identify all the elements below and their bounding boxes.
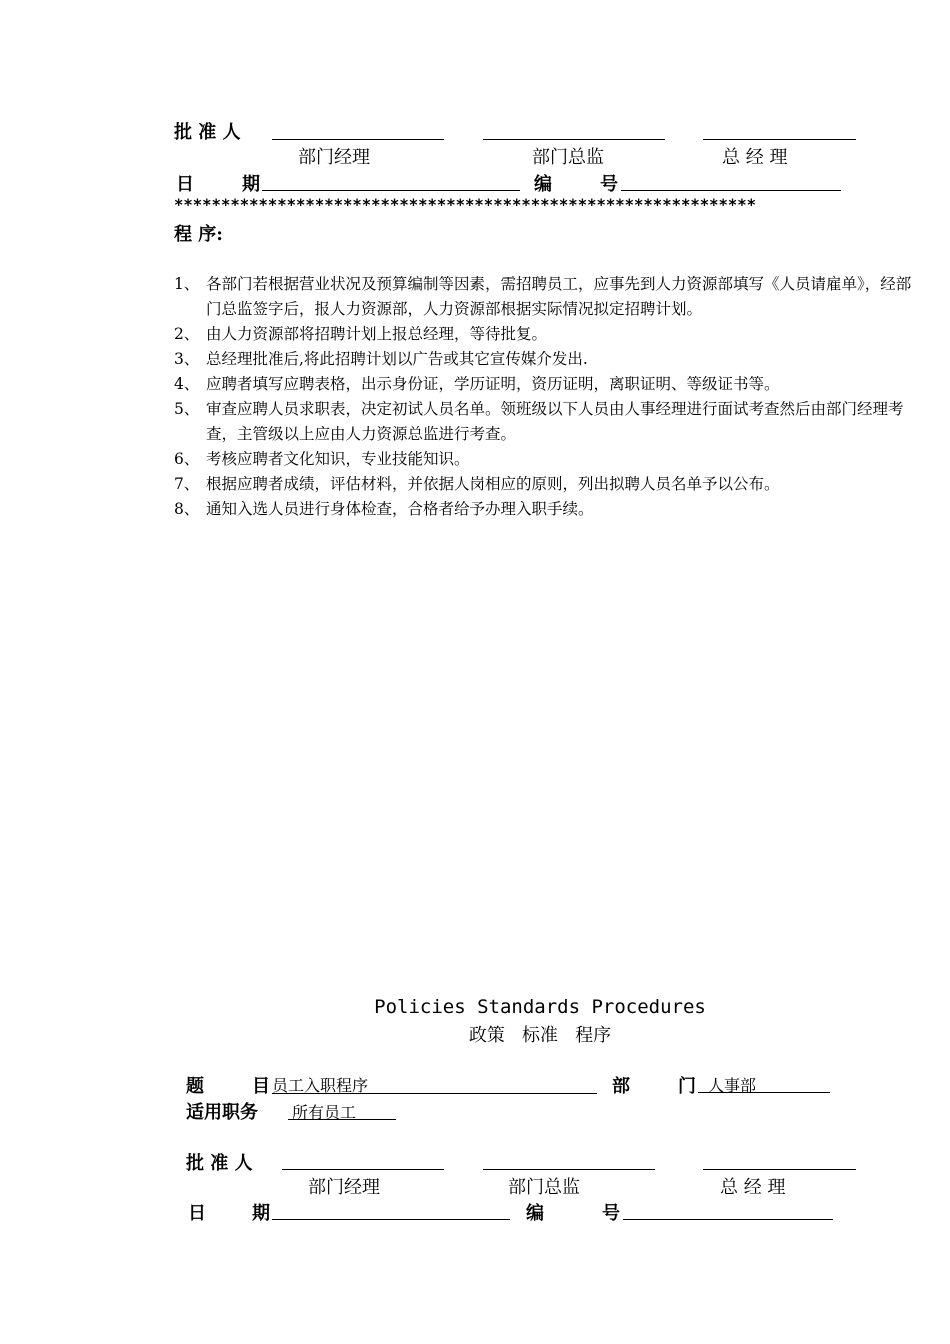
approver-label-2: 批 准 人 xyxy=(186,1153,253,1174)
number-input-line[interactable] xyxy=(621,190,841,191)
date-label-2-char2: 期 xyxy=(252,1203,270,1224)
item-number: 2、 xyxy=(174,325,200,343)
number-label-2-char1: 编 xyxy=(526,1203,544,1224)
date-label-2-char1: 日 xyxy=(188,1203,206,1224)
general-manager-signature-line[interactable] xyxy=(703,139,856,140)
item-text: 根据应聘者成绩，评估材料，并依据人岗相应的原则，列出拟聘人员名单予以公布。 xyxy=(206,475,780,493)
number-label-2-char2: 号 xyxy=(602,1203,620,1224)
dept-director-signature-line-2[interactable] xyxy=(483,1169,655,1170)
item-text: 通知入选人员进行身体检查，合格者给予办理入职手续。 xyxy=(206,500,594,518)
general-manager-signature-line-2[interactable] xyxy=(703,1169,856,1170)
procedure-list xyxy=(174,272,914,522)
department-label-char1: 部 xyxy=(612,1076,630,1097)
list-item xyxy=(174,347,914,372)
approver-label: 批 准 人 xyxy=(174,122,241,143)
dept-director-label-2: 部门总监 xyxy=(508,1177,580,1198)
item-number: 7、 xyxy=(174,475,200,493)
date-label-char2: 期 xyxy=(242,174,260,195)
subject-field[interactable]: 员工入职程序 xyxy=(272,1073,597,1094)
list-item xyxy=(174,322,914,347)
list-item xyxy=(174,372,914,397)
date-input-line[interactable] xyxy=(262,190,520,191)
item-text: 应聘者填写应聘表格，出示身份证，学历证明，资历证明，离职证明、等级证书等。 xyxy=(206,375,780,393)
list-item xyxy=(174,397,914,447)
list-item xyxy=(174,447,914,472)
date-label-char1: 日 xyxy=(176,174,194,195)
list-item xyxy=(174,497,914,522)
item-text: 由人力资源部将招聘计划上报总经理，等待批复。 xyxy=(206,325,548,343)
general-manager-label-2: 总 经 理 xyxy=(720,1177,786,1198)
subject-label-char2: 目 xyxy=(252,1076,270,1097)
item-number: 4、 xyxy=(174,375,200,393)
item-number: 8、 xyxy=(174,500,200,518)
policy-title-en: Policies Standards Procedures xyxy=(374,996,706,1018)
item-text: 考核应聘者文化知识，专业技能知识。 xyxy=(206,450,470,468)
dept-manager-signature-line-2[interactable] xyxy=(282,1169,444,1170)
date-input-line-2[interactable] xyxy=(272,1219,510,1220)
dept-manager-label: 部门经理 xyxy=(298,147,370,168)
item-text: 各部门若根据营业状况及预算编制等因素，需招聘员工，应事先到人力资源部填写《人员请雇单》，经部门总监签字后，报人力资源部，人力资源部根据实际情况拟定招聘计划。 xyxy=(206,275,912,318)
procedure-heading: 程 序: xyxy=(174,224,223,245)
applicable-position-label: 适用职务 xyxy=(186,1102,258,1123)
item-text: 审查应聘人员求职表，决定初试人员名单。领班级以下人员由人事经理进行面试考查然后由部门经理考查，主管级以上应由人力资源总监进行考查。 xyxy=(206,400,904,443)
number-label-char1: 编 xyxy=(534,174,552,195)
number-input-line-2[interactable] xyxy=(623,1219,833,1220)
applicable-position-field[interactable]: 所有员工 xyxy=(288,1100,396,1120)
item-number: 1、 xyxy=(174,275,200,293)
department-field[interactable]: 人事部 xyxy=(698,1073,830,1093)
list-item xyxy=(174,472,914,497)
dept-manager-label-2: 部门经理 xyxy=(308,1177,380,1198)
dept-director-signature-line[interactable] xyxy=(483,139,665,140)
list-item xyxy=(174,272,914,322)
dept-manager-signature-line[interactable] xyxy=(272,139,444,140)
item-number: 5、 xyxy=(174,400,200,418)
item-text: 总经理批准后,将此招聘计划以广告或其它宣传媒介发出. xyxy=(206,350,588,368)
policy-title-cn: 政策 标准 程序 xyxy=(468,1025,612,1046)
star-separator: ************************************************************** xyxy=(174,196,757,214)
number-label-char2: 号 xyxy=(600,174,618,195)
item-number: 3、 xyxy=(174,350,200,368)
dept-director-label: 部门总监 xyxy=(532,147,604,168)
subject-label-char1: 题 xyxy=(186,1076,204,1097)
item-number: 6、 xyxy=(174,450,200,468)
department-label-char2: 门 xyxy=(678,1076,696,1097)
general-manager-label: 总 经 理 xyxy=(722,147,788,168)
